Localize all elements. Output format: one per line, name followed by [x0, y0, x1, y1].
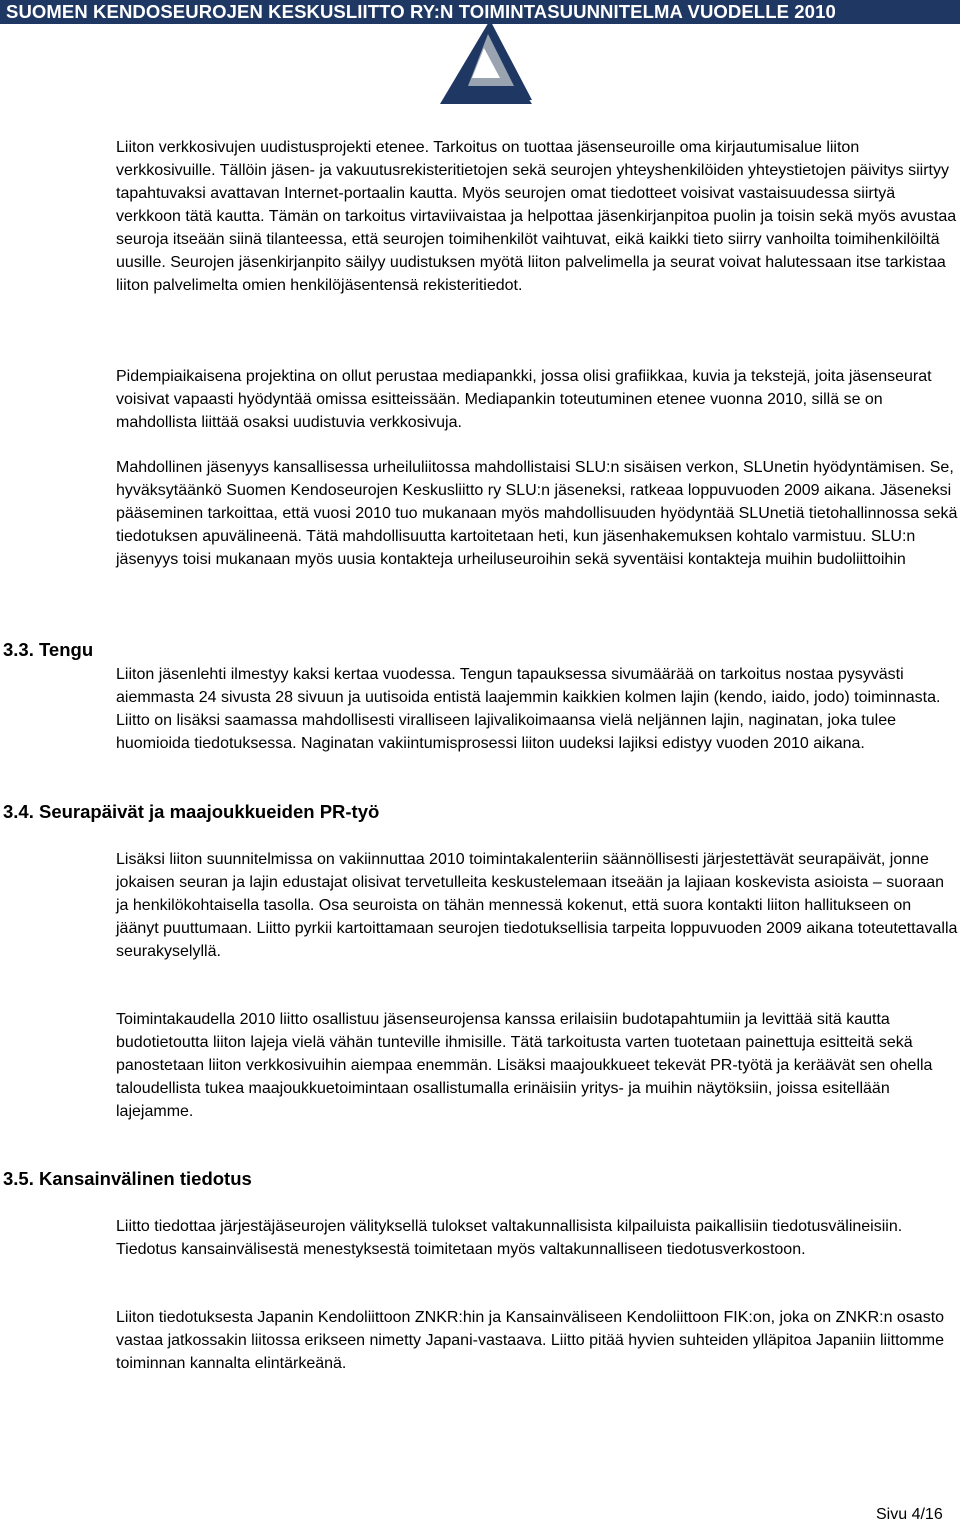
page-number: Sivu 4/16 — [876, 1506, 943, 1523]
paragraph-pr-work: Toimintakaudella 2010 liitto osallistuu jäsenseurojensa kanssa erilaisiin budotapahtumiin ja levittää sitä kautta budotietoutta liiton lajeja vielä vähän tunteville ihmisille. Tätä tarkoitusta varten tuotetaan painettuja esitteitä sekä panostetaan liiton verkkosivuihin aiempaa enemmän. Lisäksi maajoukkueet tekevät PR-työtä ja keräävät sen ohella taloudellista tukea maajoukkuetoimintaan osallistumalla erinäisiin yritys- ja muihin näytöksiin, joissa esitellään lajejamme. — [116, 1011, 933, 1120]
paragraph-web-portal: Liiton verkkosivujen uudistusprojekti etenee. Tarkoitus on tuottaa jäsenseuroille oma kirjautumisalue liiton verkkosivuille. Tällöin jäsen- ja vakuutusrekisteritietojen sekä seurojen yhteyshenkilöiden yhteystietojen päivitys siirtyy tapahtuvaksi avattavan Internet-portaalin kautta. Myös seurojen omat tiedotteet voisivat vastaisuudessa siirtyä verkkoon tätä kautta. Tämän on tarkoitus virtaviivaistaa ja helpottaa jäsenkirjanpitoa puolin ja toisin sekä myös avustaa seuroja itseään siinä tilanteessa, että seurojen toimihenkilöt vaihtuvat, eikä kaikki tieto siirry vanhoilta toimihenkilöiltä uusille. Seurojen jäsenkirjanpito säilyy uudistuksen myötä liiton palvelimella ja seurat voivat halutessaan itse tarkistaa liiton palvelimelta omien henkilöjäsentensä rekisteritiedot. — [116, 139, 957, 294]
document-title: SUOMEN KENDOSEUROJEN KESKUSLIITTO RY:N TOIMINTASUUNNITELMA VUODELLE 2010 — [6, 1, 836, 22]
section-heading-tengu: 3.3. Tengu — [3, 639, 94, 660]
paragraph-slu-membership: Mahdollinen jäsenyys kansallisessa urheiluliitossa mahdollistaisi SLU:n sisäisen verkon, SLUnetin hyödyntämisen. Se, hyväksytäänkö Suomen Kendoseurojen Keskusliitto ry SLU:n jäseneksi, ratkeaa loppuvuoden 2009 aikana. Jäseneksi pääseminen tarkoittaa, että vuosi 2010 tuo mukanaan myös mahdollisuuden hyödyntää SLUnetiä tietohallinnossa sekä tiedotuksen apuvälineenä. Tätä mahdollisuutta kartoitetaan heti, kun jäsenhakemuksen kohtalo varmistuu. SLU:n jäsenyys toisi mukanaan myös uusia kontakteja urheiluseuroihin sekä syventäisi kontakteja muihin budoliittoihin — [116, 459, 958, 568]
triangle-emblem-icon — [432, 0, 534, 110]
paragraph-seurapaivat: Lisäksi liiton suunnitelmissa on vakiinnuttaa 2010 toimintakalenteriin säännöllisesti järjestettävät seurapäivät, jonne jokaisen seuran ja lajin edustajat olisivat tervetulleita keskustelemaan itseään ja lajiaan koskevista asioista – suoraan ja henkilökohtaisella tasolla. Osa seuroista on tähän mennessä kokenut, että suora kontakti liiton hallitukseen on jäänyt puuttumaan. Liitto pyrkii kartoittamaan seurojen tiedotuksellisia tarpeita loppuvuoden 2009 aikana toteutettavalla seurakyselyllä. — [116, 851, 958, 960]
paragraph-media-bank: Pidempiaikaisena projektina on ollut perustaa mediapankki, jossa olisi grafiikkaa, kuvia ja tekstejä, joita jäsenseurat voisivat vapaasti hyödyntää omissa esitteissään. Mediapankin toteutuminen etenee vuonna 2010, sillä se on mahdollista liittää osaksi uudistuvia verkkosivuja. — [116, 368, 932, 431]
paragraph-tengu: Liiton jäsenlehti ilmestyy kaksi kertaa vuodessa. Tengun tapauksessa sivumäärää on tarkoitus nostaa pysyvästi aiemmasta 24 sivusta 28 sivuun ja uutisoida entistä laajemmin kaikkien kolmen lajin (kendo, iaido, jodo) toiminnasta. Liitto on lisäksi saamassa mahdollisesti viralliseen lajivalikoimaansa vielä neljännen lajin, naginatan, joka tulee huomioida tiedotuksessa. Naginatan vakiintumisprosessi liiton uudeksi lajiksi edistyy vuoden 2010 aikana. — [116, 666, 941, 752]
paragraph-japan-relations: Liiton tiedotuksesta Japanin Kendoliittoon ZNKR:hin ja Kansainväliseen Kendoliittoon FIK:on, joka on ZNKR:n osasto vastaa jatkossakin liitossa erikseen nimetty Japani-vastaava. Liitto pitää hyvien suhteiden ylläpitoa Japaniin liittomme toiminnan kannalta elintärkeänä. — [116, 1309, 945, 1372]
paragraph-international-results: Liitto tiedottaa järjestäjäseurojen välityksellä tulokset valtakunnallisista kilpailuista paikallisiin tiedotusvälineisiin. Tiedotus kansainvälisestä menestyksestä toimitetaan myös valtakunnalliseen tiedotusverkostoon. — [116, 1218, 903, 1258]
section-heading-seurapaivat: 3.4. Seurapäivät ja maajoukkueiden PR-työ — [3, 801, 380, 822]
section-heading-international: 3.5. Kansainvälinen tiedotus — [3, 1168, 252, 1189]
